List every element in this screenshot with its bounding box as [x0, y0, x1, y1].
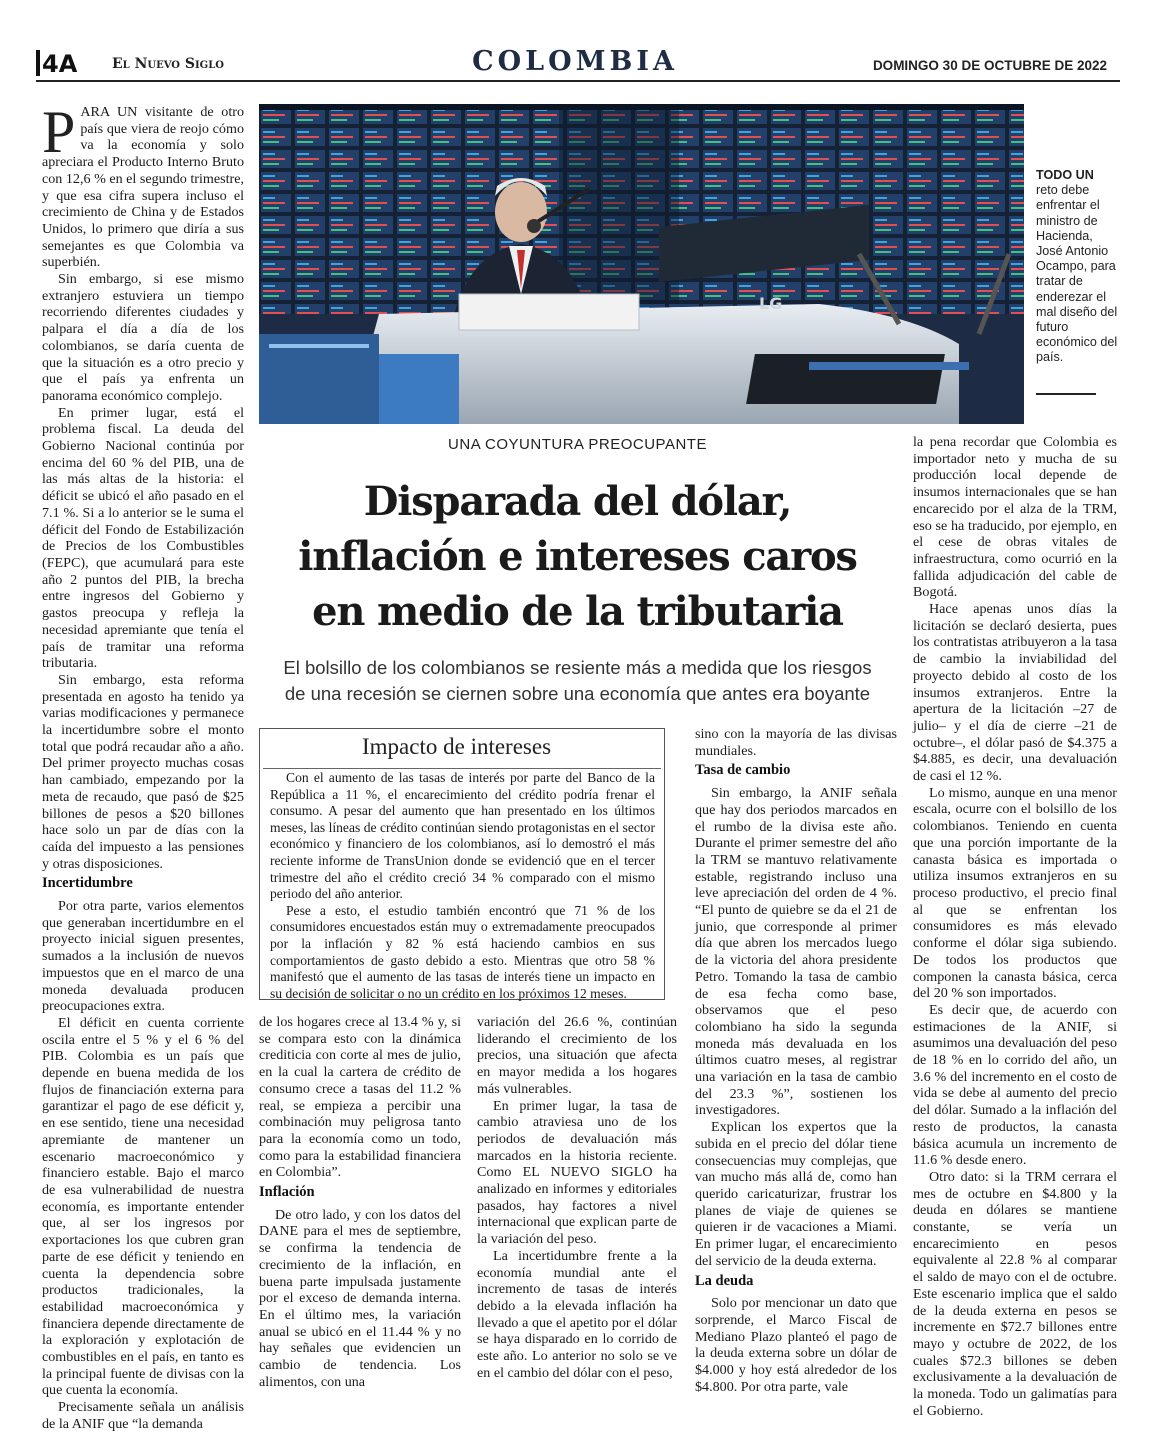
- sidebar-title: Impacto de intereses: [362, 734, 552, 759]
- caption-text: reto debe enfrentar el ministro de Hacienda, José Antonio Ocampo, para tratar de enderezar el mal diseño del futuro económico del país.: [1036, 183, 1118, 365]
- paragraph: Pese a esto, el estudio también encontró que 71 % de los consumidores encuestados están muy o extremadamente preocupados por la inflación y 82 % está haciendo cambios en sus comportamientos de gasto debido a esto. Mientras que otro 58 % manifestó que el aumento de las tasas de interés tiene un impacto en su decisión de solicitar o no un crédito en los próximos 12 meses.: [270, 902, 655, 1001]
- photo-minister-tv-studio: [259, 104, 1024, 424]
- paragraph: Sin embargo, la ANIF señala que hay dos periodos marcados en el rumbo de la divisa este año. Durante el primer semestre del año la TRM se mantuvo relativamente estable, registrando incluso una leve apreciación del orden de 4 %. “El punto de quiebre se da el 21 de junio, que corresponde al primer día que abren los mercados luego de la victoria del ahora presidente Petro. Tomando la tasa de cambio de esa fecha como base, observamos que el peso colombiano ha sido la segunda moneda más devaluada en los últimos cuatro meses, al registrar una variación en la tasa de cambio del 23.3 %”, sostienen los investigadores.: [695, 785, 897, 1119]
- lead-caps: ARA UN: [80, 104, 138, 120]
- article-column-4: [695, 726, 897, 1395]
- subhead-line: de una recesión se ciernen sobre una economía que antes era boyante: [284, 683, 871, 704]
- headline-line: inflación e intereses caros: [298, 533, 857, 580]
- article-headline: [259, 474, 896, 639]
- paragraph: variación del 26.6 %, continúan liderando el crecimiento de los precios, una situación que afecta en mayor medida a los hogares más vulnerables.: [477, 1014, 677, 1097]
- headline-line: Disparada del dólar,: [363, 478, 792, 525]
- caption-rule: [1036, 393, 1096, 395]
- paragraph: Explican los expertos que la subida en el precio del dólar tiene consecuencias muy complejas, que van mucho más allá de, como han querido caricaturizar, frustrar los planes de viaje de quienes se quieren ir de vacaciones a Miami. En primer lugar, el encarecimiento del servicio de la deuda externa.: [695, 1119, 897, 1269]
- section-title: COLOMBIA: [472, 46, 678, 77]
- paragraph: Con el aumento de las tasas de interés por parte del Banco de la República a 11 %, el encarecimiento del crédito podría frenar el consumo. A pesar del aumento que han presentado en los últimos meses, las líneas de crédito continúan siendo protagonistas en el sector económico y financiero de los colombianos, así lo demostró el más reciente informe de TransUnion donde se evidenció que en el tercer trimestre del año el crédito creció 34 % comparado con el mismo periodo del año anterior.: [270, 770, 655, 902]
- article-column-2: [259, 1014, 461, 1390]
- paragraph: El déficit en cuenta corriente oscila entre el 5 % y el 6 % del PIB. Colombia es un país que depende en buena medida de los flujos de financiación externa para garantizar el pago de ese déficit y, en ese sentido, tiene una necesidad apremiante de mantener un escenario macroeconómico y financiero estable. Bajo el marco de esa vulnerabilidad de nuestra economía, es importante entender que, al ser los ingresos por exportaciones los que cubren gran parte de ese déficit y teniendo en cuenta la dependencia sobre productos tradicionales, la estabilidad macroeconómica y financiera depende directamente de la exploración y explotación de combustibles en el país, en tanto es la principal fuente de divisas con la que cuenta la economía.: [42, 1014, 244, 1399]
- page-number: 4A: [42, 50, 78, 78]
- paragraph: Otro dato: si la TRM cerrara el mes de octubre en $4.800 y la deuda en dólares se mantiene constante, se vería un encarecimiento en pesos equivalente al 22.8 % al comparar el saldo de mayo con el de octubre. Este escenario implica que el saldo de la deuda externa en pesos se incremente en $72.7 billones entre mayo y octubre de 2022, de los cuales $72.3 billones se deben exclusivamente a la devaluación de la moneda. Todo un galimatías para el Gobierno.: [913, 1168, 1117, 1419]
- article-column-5: [913, 434, 1117, 1419]
- photo-caption: [1036, 168, 1118, 366]
- photo-illustration: [259, 104, 1024, 424]
- page-number-marker: [36, 50, 40, 76]
- paragraph: Precisamente señala un análisis de la ANIF que “la demanda: [42, 1399, 244, 1432]
- subheading-tasa-de-cambio: Tasa de cambio: [695, 762, 791, 779]
- paragraph: De otro lado, y con los datos del DANE para el mes de septiembre, se confirma la tendencia de crecimiento de la inflación, en buena parte impulsada justamente por el exceso de demanda interna. En el último mes, la variación anual se ubicó en el 11.44 % y no hay señales que evidencien un cambio de tendencia. Los alimentos, con una: [259, 1206, 461, 1390]
- paragraph: Sin embargo, esta reforma presentada en agosto ha tenido ya varias modificaciones y permanece la incertidumbre sobre el monto total que podrá recaudar año a año. Del primer proyecto muchas cosas han cambiado, empezando por la meta de recaudo, que pasó de $25 billones de pesos a $20 billones hace solo un par de días con la caída del impuesto a las pensiones y otras disposiciones.: [42, 671, 244, 872]
- issue-date: DOMINGO 30 DE OCTUBRE DE 2022: [872, 58, 1107, 73]
- subheading-la-deuda: La deuda: [695, 1272, 754, 1289]
- paragraph: La incertidumbre frente a la economía mundial ante el incremento de tasas de interés debido a la elevada inflación ha llevado a que el apetito por el dólar se haya disparado en lo corrido de este año. Lo anterior no solo se ve en el cambio del dólar con el peso,: [477, 1247, 677, 1381]
- headline-line: en medio de la tributaria: [312, 588, 843, 635]
- sidebar-text: [270, 770, 655, 1002]
- paragraph: En primer lugar, la tasa de cambio atraviesa uno de los periodos de devaluación más marcados en la historia reciente. Como EL NUEVO SIGLO ha analizado en informes y editoriales pasados, hay factores a nivel internacional que explican parte de la variación del peso.: [477, 1097, 677, 1248]
- paragraph: Es decir que, de acuerdo con estimaciones de la ANIF, si asumimos una devaluación del peso de 18 % en lo corrido del año, un 3.6 % del incremento en el costo de vida se debe al aumento del precio del dólar. Sumado a la inflación del resto de productos, la canasta básica acumula un incremento de 11.6 % desde enero.: [913, 1001, 1117, 1169]
- caption-lead: TODO UN: [1036, 168, 1094, 182]
- article-column-1: [42, 99, 244, 1433]
- paragraph: Sin embargo, si ese mismo extranjero estuviera un tiempo recorriendo diferentes ciudades y palpara el día a día de los colombianos, se daría cuenta de que la situación es a otro precio y que el país ya enfrenta un panorama económico complejo.: [42, 271, 244, 404]
- paragraph: Por otra parte, varios elementos que generaban incertidumbre en el proyecto inicial siguen presentes, sumados a la inclusión de nuevos impuestos que en el marco de una moneda devaluada producen preocupaciones extra.: [42, 898, 244, 1015]
- paragraph: Solo por mencionar un dato que sorprende, el Marco Fiscal de Mediano Plazo planteó el pago de la deuda externa sobre un dólar de $4.000 y hoy está alrededor de los $4.800. Por otra parte, vale: [695, 1295, 897, 1395]
- article-subhead: [259, 655, 896, 707]
- subhead-line: El bolsillo de los colombianos se resiente más a medida que los riesgos: [283, 657, 872, 678]
- header-rule: [36, 80, 1120, 82]
- paragraph: En primer lugar, está el problema fiscal. La deuda del Gobierno Nacional continúa por encima del 60 % del PIB, una de las más altas de la historia: el déficit se ubicó el año pasado en el 7.1 %. Si a lo anterior se le suma el déficit del Fondo de Estabilización de Precios de los Combustibles (FEPC), que acumulará para este año 2 puntos del PIB, la brecha entre ingresos del Gobierno y gastos preocupa y refleja la necesidad apremiante que tenía el país de tramitar una reforma tributaria.: [42, 404, 244, 672]
- subheading-incertidumbre: Incertidumbre: [42, 875, 133, 892]
- paragraph: Hace apenas unos días la licitación se declaró desierta, pues los contratistas atribuyeron a la tasa de cambio la inviabilidad del proyecto debido al costo de los insumos extranjeros. Entre la apertura de la licitación –27 de julio– y el día de cierre –21 de octubre–, el dólar pasó de $4.375 a $4.885, es decir, una devaluación de casi el 12 %.: [913, 601, 1117, 785]
- paragraph: Lo mismo, aunque en una menor escala, ocurre con el bolsillo de los colombianos. Teniendo en cuenta que una porción importante de la canasta básica es importada o utiliza insumos extranjeros en su proceso productivo, el precio final al que se enfrentan los consumidores es más elevado conforme el dólar siga subiendo. De todos los productos que componen la canasta básica, cerca del 20 % son importados.: [913, 784, 1117, 1002]
- screen-brand-logo: LG: [759, 294, 783, 313]
- drop-cap: P: [42, 99, 76, 165]
- newspaper-name: El Nuevo Siglo: [112, 56, 224, 72]
- paragraph: de los hogares crece al 13.4 % y, si se compara esto con la dinámica crediticia con corte al mes de julio, en la cual la cartera de crédito de consumo crece a tasas del 11.2 % real, se empieza a percibir una combinación muy peligrosa tanto para la economía como un todo, como para la estabilidad financiera en Colombia”.: [259, 1014, 461, 1181]
- article-kicker: UNA COYUNTURA PREOCUPANTE: [448, 436, 707, 453]
- paragraph: la pena recordar que Colombia es importador neto y mucha de su producción local depende de insumos internacionales que se han encarecido por el alza de la TRM, eso se ha traducido, por ejemplo, en el cese de obras vitales de infraestructura, como ocurrió en la fallida adjudicación del cable de Bogotá.: [913, 434, 1117, 601]
- sidebar-rule: [263, 768, 661, 769]
- lead-text: visitante de otro país que viera de reojo cómo va la economía y solo apreciara el Producto Interno Bruto con 12,6 % en el segundo trimestre, y que esa cifra supera incluso el crecimiento de China y de Estados Unidos, lo primero que diría a sus semejantes es que Colombia va superbién.: [42, 104, 244, 271]
- article-column-3: [477, 1014, 677, 1381]
- lead-paragraph: [42, 99, 244, 271]
- paragraph: sino con la mayoría de las divisas mundiales.: [695, 726, 897, 759]
- subheading-inflacion: Inflación: [259, 1184, 315, 1201]
